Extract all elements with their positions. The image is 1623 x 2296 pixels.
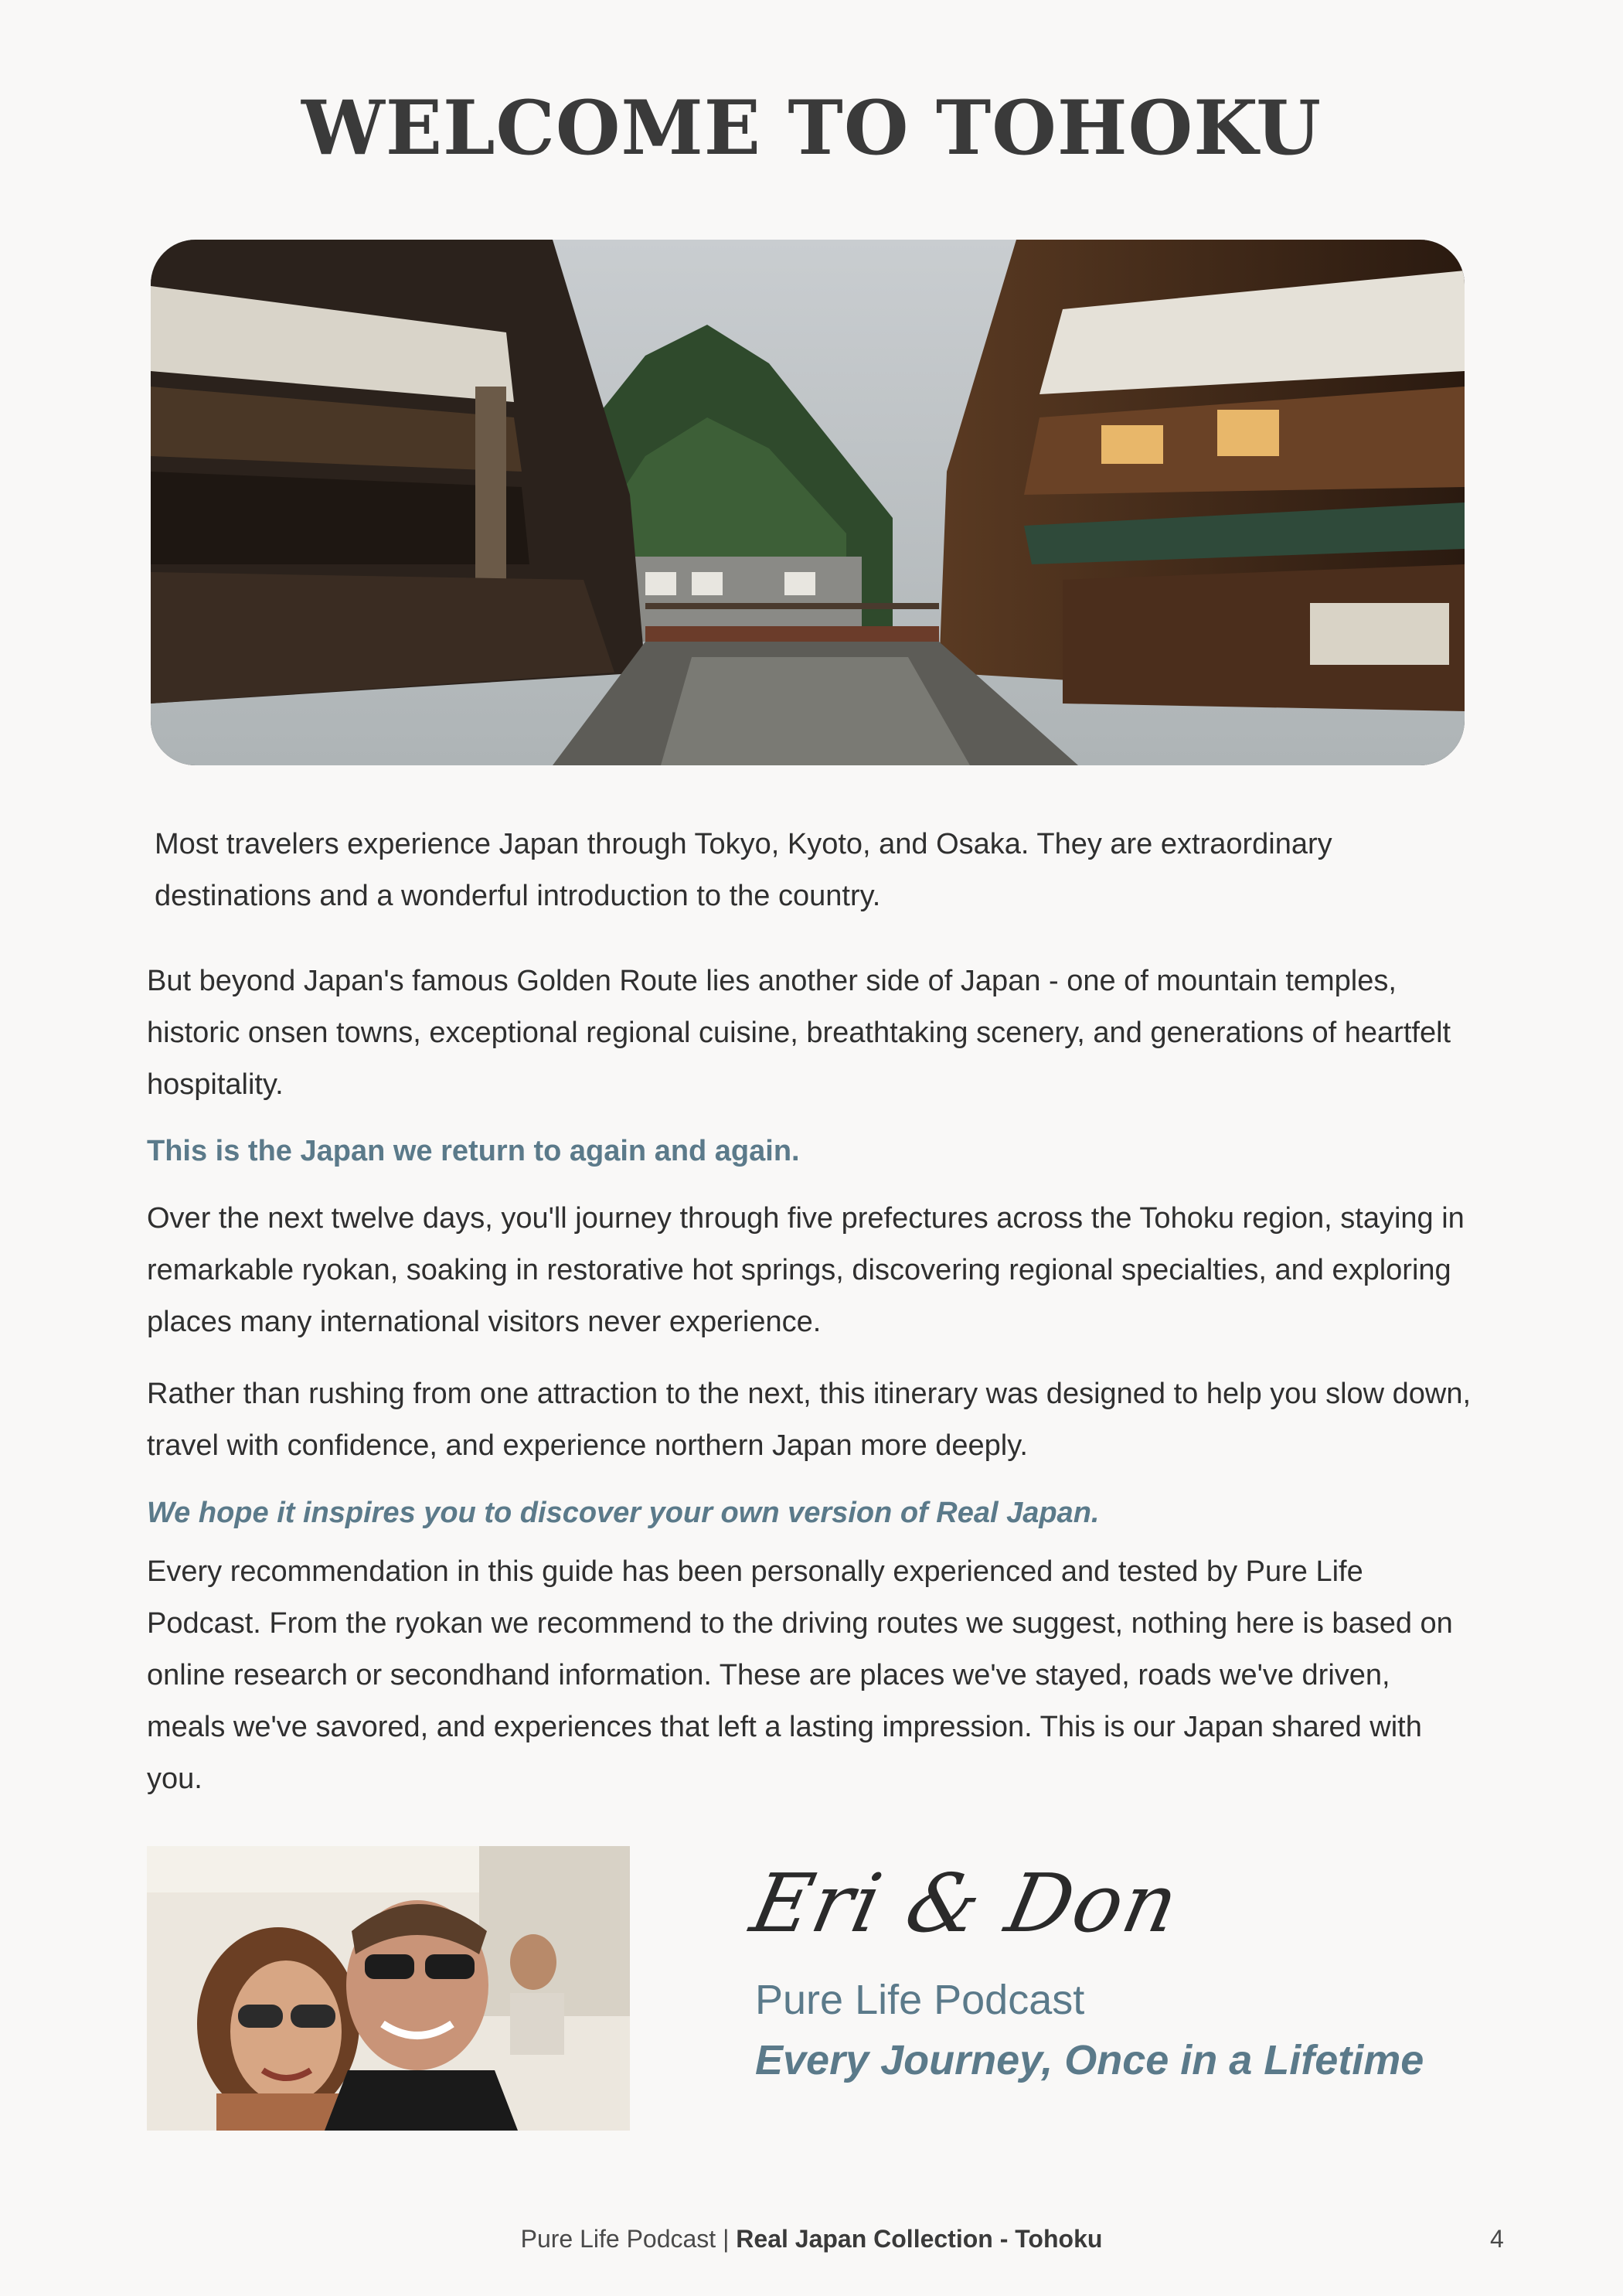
emphasis-line-1: This is the Japan we return to again and again. — [147, 1135, 800, 1167]
page-number: 4 — [1490, 2225, 1504, 2253]
intro-paragraph-1: Most travelers experience Japan through Tokyo, Kyoto, and Osaka. They are extraordinary destinations and a wonderful introduction to the country. — [155, 828, 1332, 912]
emphasis-line-2: We hope it inspires you to discover your own version of Real Japan. — [147, 1497, 1100, 1529]
hosts-photo — [147, 1846, 630, 2131]
itinerary-paragraph: Over the next twelve days, you'll journey through five prefectures across the Tohoku region, staying in remarkable ryokan, soaking in restorative hot springs, discovering regional specialties, and exploring places many international visitors never experience. — [147, 1202, 1465, 1338]
hero-photo-onsen-town — [151, 240, 1465, 765]
slow-travel-paragraph: Rather than rushing from one attraction to the next, this itinerary was designed to help you slow down, travel with confidence, and experience northern Japan more deeply. — [147, 1378, 1472, 1462]
page-title: WELCOME TO TOHOKU — [301, 84, 1322, 172]
footer-separator: | — [723, 2225, 730, 2253]
recommendation-paragraph: Every recommendation in this guide has been personally experienced and tested by Pure Life Podcast. From the ryokan we recommend to the driving routes we suggest, nothing here is based on online research or secondhand information. These are places we've stayed, roads we've driven, meals we've savored, and experiences that left a lasting impression. This is our Japan shared with you. — [147, 1555, 1453, 1795]
podcast-tagline: Every Journey, Once in a Lifetime — [755, 2037, 1424, 2083]
hosts-photo-illustration — [147, 1846, 630, 2131]
host-signature: Eri & Don — [743, 1856, 1188, 1950]
page-footer — [0, 2225, 1623, 2253]
podcast-name: Pure Life Podcast — [755, 1977, 1085, 2023]
footer-collection-title: Real Japan Collection - Tohoku — [736, 2225, 1103, 2253]
hero-photo-illustration — [151, 240, 1465, 765]
footer-brand: Pure Life Podcast — [520, 2225, 716, 2253]
intro-paragraph-2: But beyond Japan's famous Golden Route lies another side of Japan - one of mountain temples, historic onsen towns, exceptional regional cuisine, breathtaking scenery, and generations of heartfelt hospitality. — [147, 965, 1451, 1101]
